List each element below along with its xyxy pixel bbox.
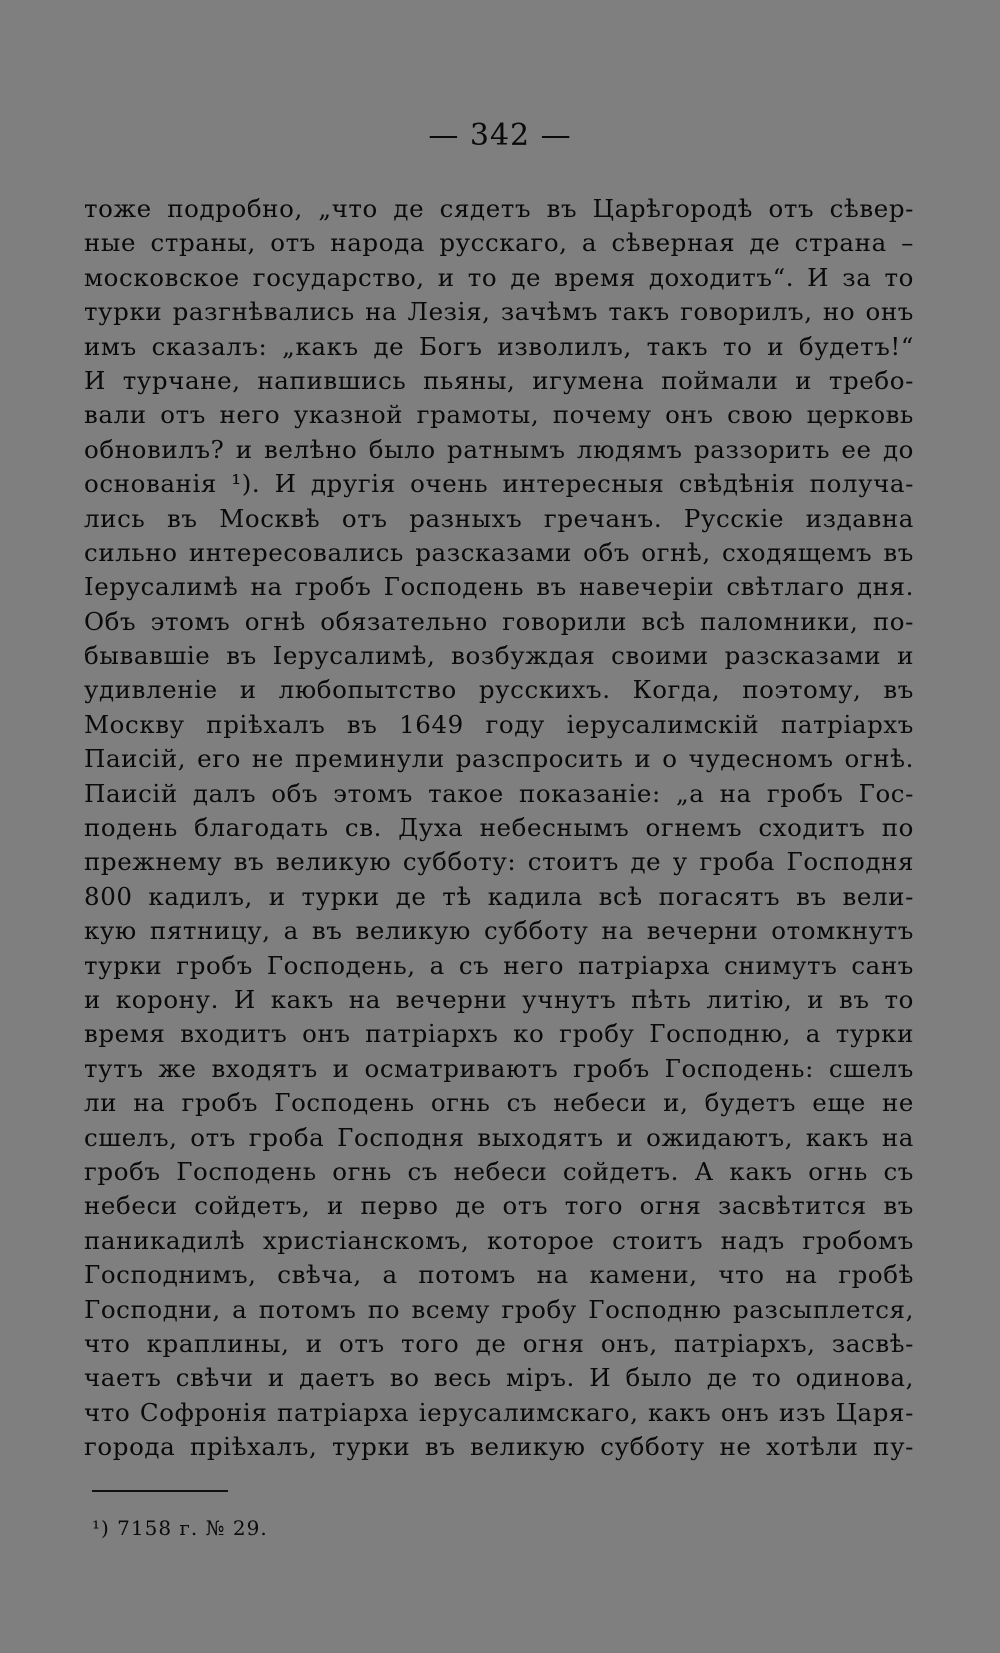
text-line: сшелъ, отъ гроба Господня выходятъ и ожидаютъ, какъ на (84, 1122, 914, 1152)
text-line: ные страны, отъ народа русскаго, а сѣверная де страна – (84, 228, 914, 258)
text-line: чаетъ свѣчи и даетъ во весь міръ. И было де то одинова, (84, 1363, 914, 1393)
footnote-divider (92, 1490, 228, 1492)
text-line: подень благодать св. Духа небеснымъ огнемъ сходитъ по (84, 813, 914, 843)
text-line: 800 кадилъ, и турки де тѣ кадила всѣ погасятъ въ вели- (84, 881, 914, 911)
text-line: прежнему въ великую субботу: стоитъ де у гроба Господня (84, 847, 914, 877)
text-line: паникадилѣ христіанскомъ, которое стоитъ надъ гробомъ (84, 1225, 914, 1255)
text-line: Господни, а потомъ по всему гробу Господню разсыплется, (84, 1294, 914, 1324)
text-line: что Софронія патріарха іерусалимскаго, какъ онъ изъ Царя- (84, 1397, 914, 1427)
text-line: турки разгнѣвались на Лезія, зачѣмъ такъ говорилъ, но онъ (84, 297, 914, 327)
footnote: ¹) 7158 г. № 29. (92, 1516, 268, 1540)
text-line: имъ сказалъ: „какъ де Богъ изволилъ, такъ то и будетъ!“ (84, 331, 914, 361)
page-number: — 342 — (428, 118, 572, 153)
text-line: что краплины, и отъ того де огня онъ, патріархъ, засвѣ- (84, 1328, 914, 1358)
text-line: Паисій, его не преминули разспросить и о чудесномъ огнѣ. (84, 744, 914, 774)
text-line: бывавшіе въ Іерусалимѣ, возбуждая своими разсказами и (84, 641, 914, 671)
text-line: тутъ же входятъ и осматриваютъ гробъ Господень: сшелъ (84, 1053, 914, 1083)
text-line: московское государство, и то де время доходитъ“. И за то (84, 262, 914, 292)
text-line: лись въ Москвѣ отъ разныхъ гречанъ. Русскіе издавна (84, 503, 914, 533)
text-line: тоже подробно, „что де сядетъ въ Царѣгородѣ отъ сѣвер- (84, 194, 914, 223)
text-line: удивленіе и любопытство русскихъ. Когда, поэтому, въ (84, 675, 914, 705)
text-line: города пріѣхалъ, турки въ великую субботу не хотѣли пу- (84, 1432, 914, 1462)
text-line: Паисій далъ объ этомъ такое показаніе: „а на гробъ Гос- (84, 778, 914, 808)
text-line: Объ этомъ огнѣ обязательно говорили всѣ паломники, по- (84, 606, 914, 636)
text-line: гробъ Господень огнь съ небеси сойдетъ. А какъ огнь съ (84, 1156, 914, 1186)
text-line: ли на гробъ Господень огнь съ небеси и, будетъ еще не (84, 1088, 914, 1118)
text-line: небеси сойдетъ, и перво де отъ того огня засвѣтится въ (84, 1191, 914, 1221)
text-line: основанія ¹). И другія очень интересныя свѣдѣнія получа- (84, 469, 914, 499)
text-line: Іерусалимѣ на гробъ Господень въ навечеріи свѣтлаго дня. (84, 572, 914, 602)
body-text (84, 192, 914, 1464)
text-line: кую пятницу, а въ великую субботу на вечерни отомкнутъ (84, 916, 914, 946)
text-line: сильно интересовались разсказами объ огнѣ, сходящемъ въ (84, 537, 914, 567)
text-line: Москву пріѣхалъ въ 1649 году іерусалимскій патріархъ (84, 709, 914, 739)
text-line: И турчане, напившись пьяны, игумена поймали и требо- (84, 365, 914, 395)
text-line: Господнимъ, свѣча, а потомъ на камени, что на гробѣ (84, 1260, 914, 1290)
text-line: турки гробъ Господень, а съ него патріарха снимутъ санъ (84, 950, 914, 980)
text-line: обновилъ? и велѣно было ратнымъ людямъ раззорить ее до (84, 434, 914, 464)
text-line: время входитъ онъ патріархъ ко гробу Господню, а турки (84, 1019, 914, 1049)
text-line: и корону. И какъ на вечерни учнутъ пѣть литію, и въ то (84, 984, 914, 1014)
text-line: вали отъ него указной грамоты, почему онъ свою церковь (84, 400, 914, 430)
